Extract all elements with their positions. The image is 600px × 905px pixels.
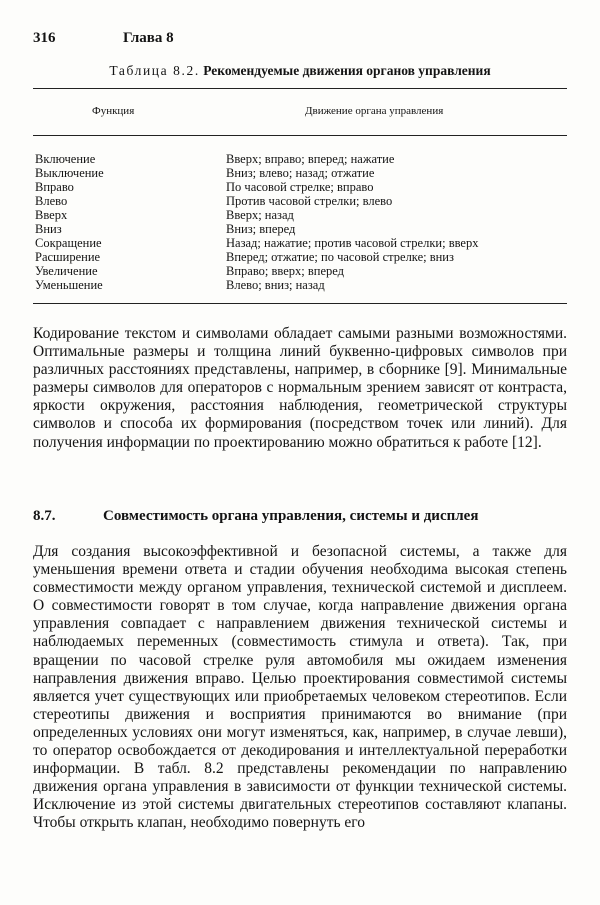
table-row	[0, 236, 600, 250]
table-cell-movement: Назад; нажатие; против часовой стрелки; вверх	[226, 236, 479, 250]
table-row	[0, 194, 600, 208]
table-cell-movement: Вверх; назад	[226, 208, 294, 222]
table-cell-movement: Против часовой стрелки; влево	[226, 194, 393, 208]
table-row	[0, 278, 600, 292]
table-cell-function: Вправо	[35, 180, 74, 194]
body-paragraph-text-coding: Кодирование текстом и символами обладает самыми разными возможностями. Оптимальные размеры и толщина линий буквенно-цифровых символов при различных расстояниях представлены, например, в сборнике [9]. Минимальные размеры символов для операторов с нормальным зрением зависят от контраста, яркости окружения, расстояния наблюдения, геометрической структуры символов и способа их формирования (посредством точек или линий). Для получения информации по проектированию можно обратиться к работе [12].	[33, 325, 567, 451]
table-cell-function: Выключение	[35, 166, 104, 180]
table-header-rule	[33, 135, 567, 136]
table-header-movement: Движение органа управления	[305, 105, 444, 117]
table-row	[0, 222, 600, 236]
table-cell-movement: Влево; вниз; назад	[226, 278, 325, 292]
table-cell-movement: Вниз; вперед	[226, 222, 296, 236]
table-cell-function: Вниз	[35, 222, 62, 236]
section-title: Совместимость органа управления, системы и дисплея	[103, 508, 479, 524]
table-cell-function: Сокращение	[35, 236, 102, 250]
table-cell-function: Влево	[35, 194, 68, 208]
table-caption-label: Таблица 8.2.	[109, 63, 200, 78]
table-cell-movement: Вправо; вверх; вперед	[226, 264, 344, 278]
chapter-title: Глава 8	[123, 30, 174, 46]
table-cell-movement: Вниз; влево; назад; отжатие	[226, 166, 375, 180]
table-header-function: Функция	[92, 105, 135, 117]
table-row	[0, 180, 600, 194]
table-row	[0, 152, 600, 166]
table-cell-function: Вверх	[35, 208, 68, 222]
table-cell-function: Включение	[35, 152, 96, 166]
table-row	[0, 166, 600, 180]
table-row	[0, 264, 600, 278]
page-number: 316	[33, 30, 56, 46]
table-row	[0, 250, 600, 264]
table-cell-function: Увеличение	[35, 264, 98, 278]
table-top-rule	[33, 88, 567, 89]
table-row	[0, 208, 600, 222]
table-caption-title: Рекомендуемые движения органов управления	[203, 63, 491, 78]
section-number: 8.7.	[33, 508, 56, 524]
body-paragraph-compatibility: Для создания высокоэффективной и безопасной системы, а также для уменьшения времени ответа и стадии обучения необходима высокая степень совместимости между органом управления, технической системой и дисплеем. О совместимости говорят в том случае, когда направление движения органа управления совпадает с направлением движения технической системы и наблюдаемых переменных (совместимость стимула и ответа). Так, при вращении по часовой стрелке руля автомобиля мы ожидаем изменения направления движения вправо. Целью проектирования совместимой системы является учет существующих или приобретаемых человеком стереотипов. Если стереотипы движения и восприятия принимаются во внимание (при определенных условиях они могут изменяться, как, например, в случае левши), то оператор освобождается от декодирования и интеллектуальной переработки информации. В табл. 8.2 представлены рекомендации по направлению движения органа управления в зависимости от функции технической системы. Исключение из этой системы двигательных стереотипов составляют клапаны. Чтобы открыть клапан, необходимо повернуть его	[33, 543, 567, 832]
table-cell-movement: По часовой стрелке; вправо	[226, 180, 374, 194]
table-cell-function: Уменьшение	[35, 278, 103, 292]
table-cell-movement: Вверх; вправо; вперед; нажатие	[226, 152, 395, 166]
table-caption	[33, 63, 567, 79]
table-cell-function: Расширение	[35, 250, 101, 264]
table-bottom-rule	[33, 303, 567, 304]
running-head	[33, 30, 567, 50]
table-cell-movement: Вперед; отжатие; по часовой стрелке; вниз	[226, 250, 454, 264]
